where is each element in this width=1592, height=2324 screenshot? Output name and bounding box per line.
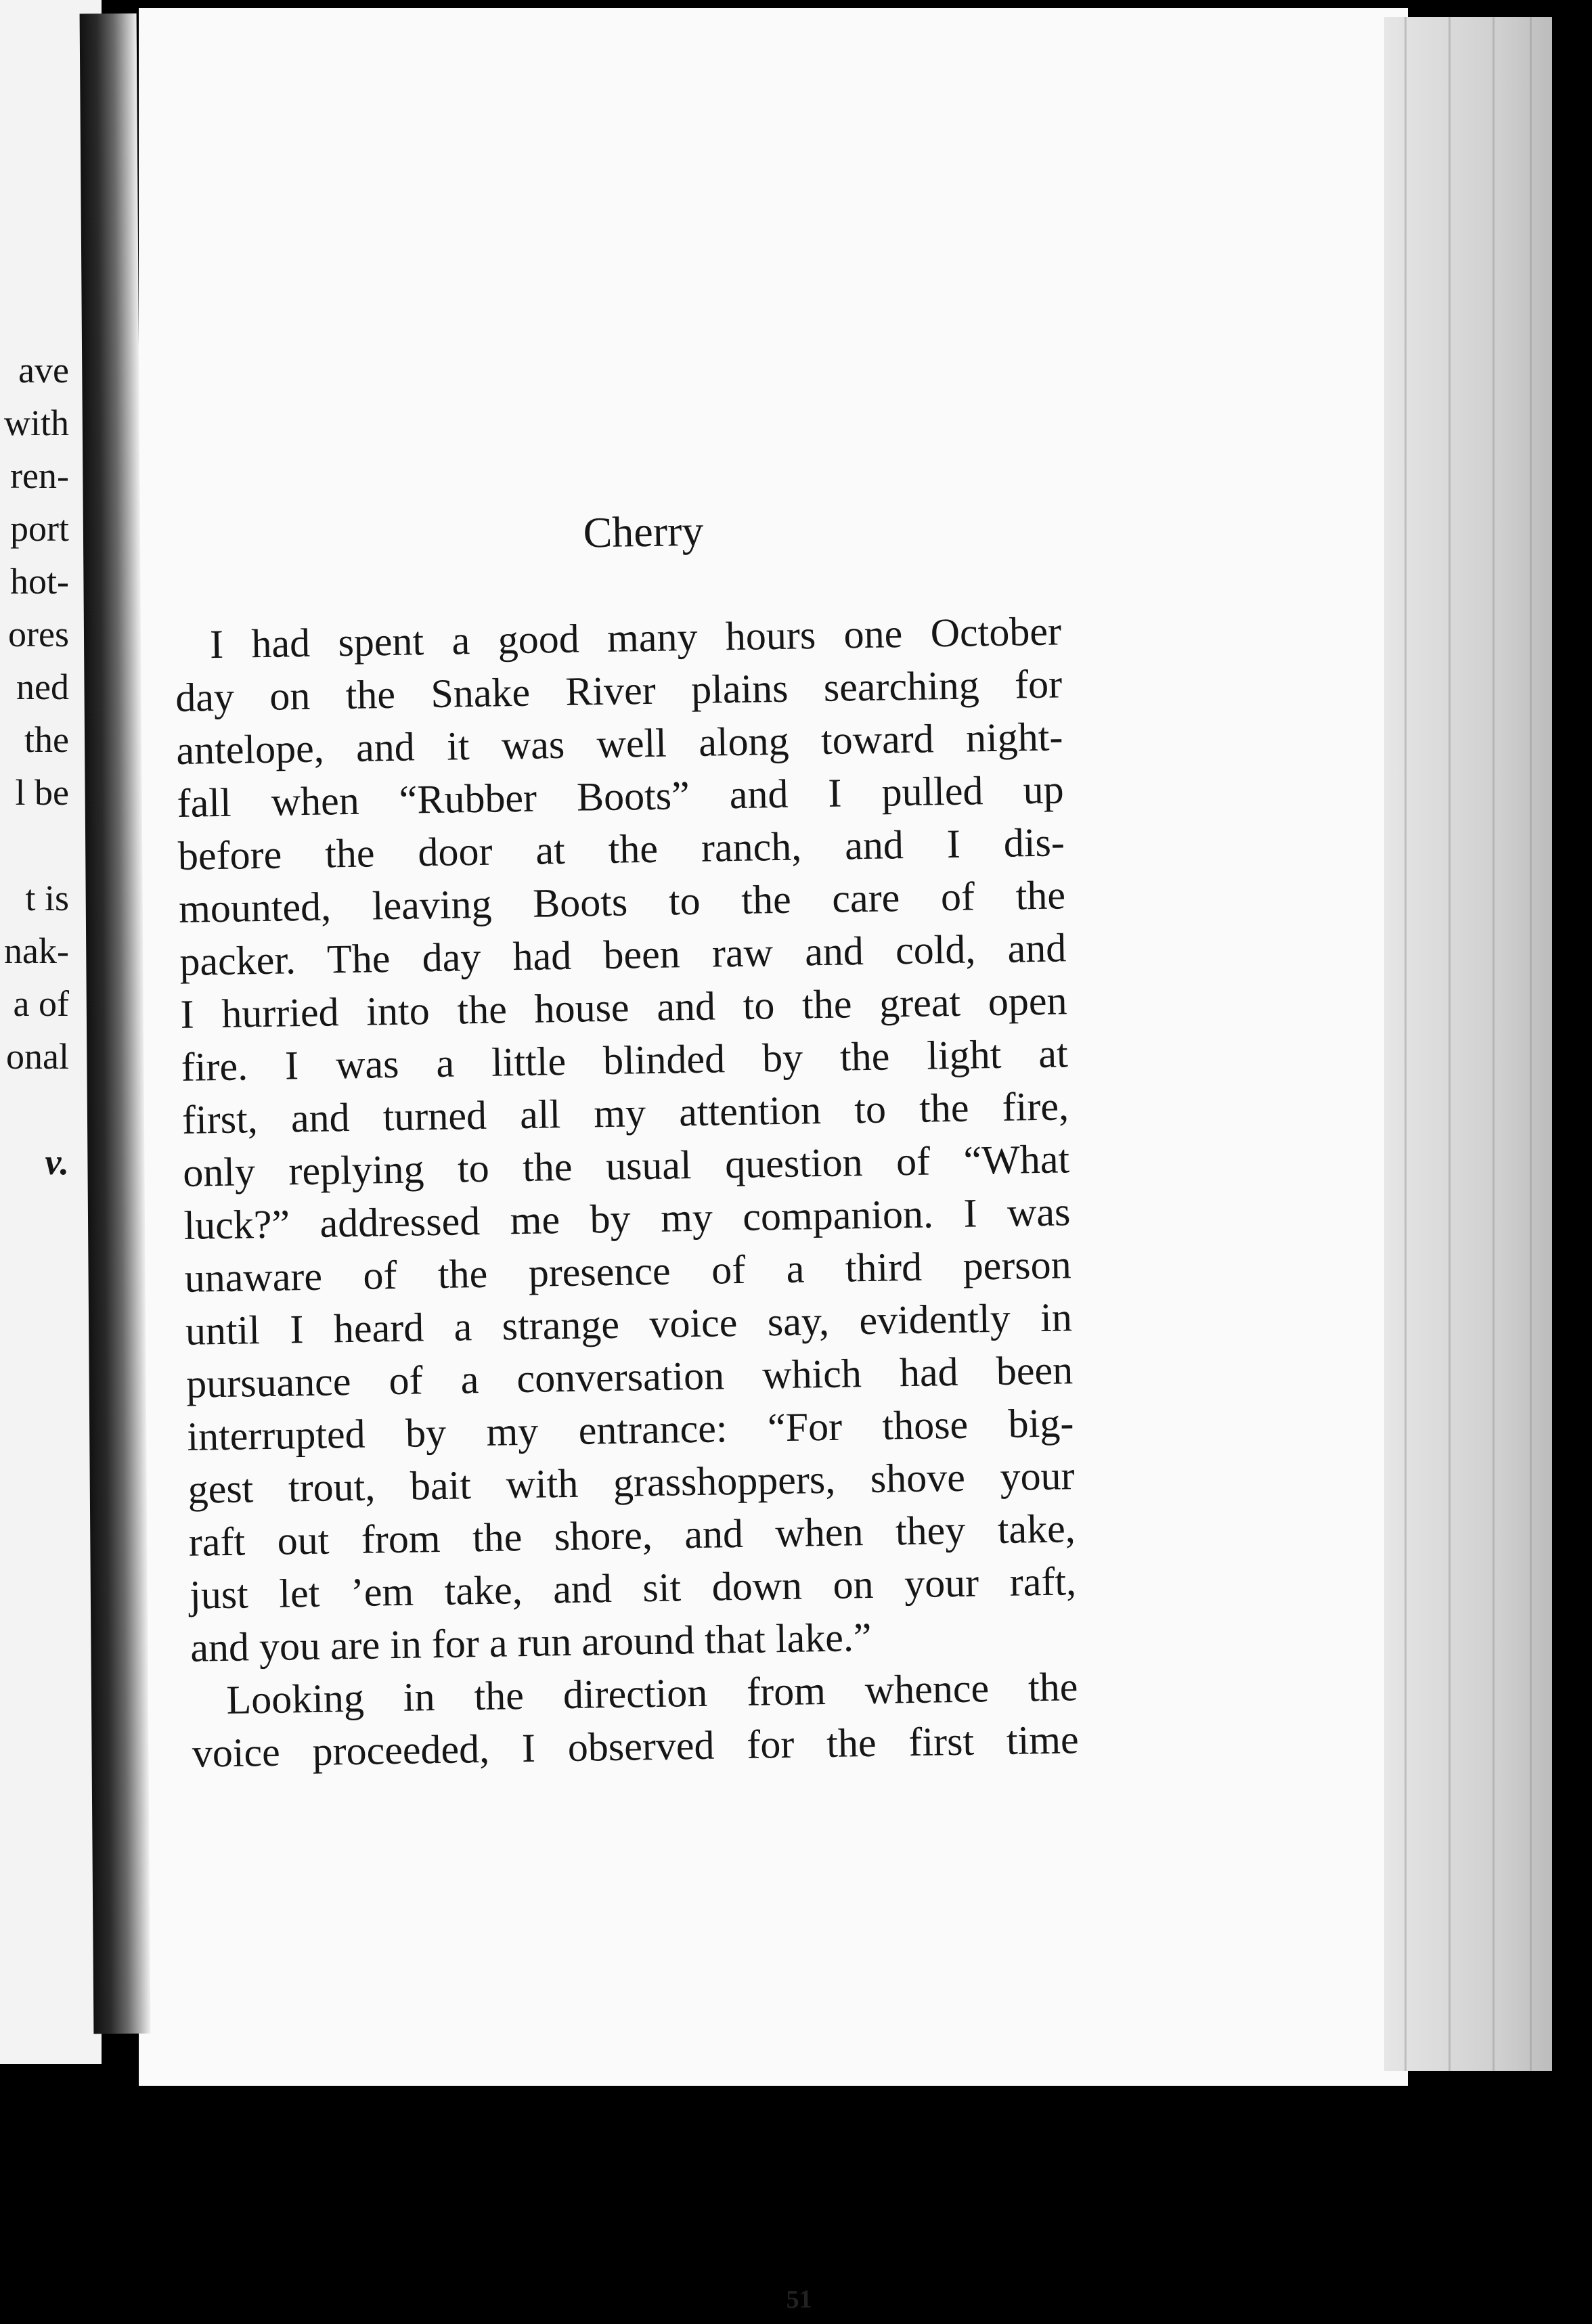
paragraph bbox=[191, 1660, 1092, 1780]
left-page-line: nak- bbox=[4, 931, 69, 971]
text-line: fall when “Rubber Boots” and I pulled up bbox=[177, 767, 1065, 826]
chapter-title: Cherry bbox=[583, 506, 704, 557]
text-line: unaware of the presence of a third person bbox=[184, 1242, 1072, 1301]
left-page-line: ave bbox=[18, 350, 69, 390]
left-page-line: port bbox=[10, 508, 69, 549]
text-line: packer. The day had been raw and cold, and bbox=[179, 925, 1067, 984]
text-line: before the door at the ranch, and I dis- bbox=[177, 820, 1065, 878]
left-page-line: onal bbox=[6, 1036, 69, 1077]
text-line: gest trout, bait with grasshoppers, shove your bbox=[187, 1453, 1075, 1512]
text-line: I hurried into the house and to the great open bbox=[180, 978, 1067, 1037]
text-line: voice proceeded, I observed for the first time bbox=[192, 1717, 1080, 1776]
text-line: interrupted by my entrance: “For those big- bbox=[186, 1400, 1074, 1459]
text-line: fire. I was a little blinded by the light at bbox=[181, 1031, 1069, 1090]
left-page-line: a of bbox=[13, 983, 69, 1024]
page-edges bbox=[1384, 17, 1552, 2071]
left-page-line: l be bbox=[15, 772, 69, 813]
text-line: until I heard a strange voice say, evidently in bbox=[185, 1295, 1073, 1354]
left-page-line: hot- bbox=[10, 561, 69, 602]
left-page-line: ren- bbox=[10, 455, 69, 496]
text-line: just let ’em take, and sit down on your raft, bbox=[189, 1559, 1077, 1617]
paragraph bbox=[174, 604, 1090, 1674]
left-page-line: with bbox=[3, 403, 69, 443]
text-line: raft out from the shore, and when they take, bbox=[188, 1506, 1076, 1565]
text-line: only replying to the usual question of “What bbox=[182, 1136, 1070, 1195]
text-line: pursuance of a conversation which had been bbox=[185, 1347, 1074, 1406]
text-line: mounted, leaving Boots to the care of the bbox=[178, 872, 1066, 931]
page-number: 51 bbox=[786, 2285, 812, 2315]
text-line: Looking in the direction from whence the bbox=[226, 1664, 1078, 1722]
left-page-line: the bbox=[24, 719, 69, 760]
page-text bbox=[173, 500, 1092, 2315]
text-line: antelope, and it was well along toward night- bbox=[175, 714, 1063, 773]
left-page-line: t is bbox=[25, 878, 69, 918]
left-page-line: ores bbox=[8, 614, 69, 654]
text-line: first, and turned all my attention to the fire, bbox=[181, 1083, 1069, 1142]
text-line: and you are in for a run around that lake.” bbox=[190, 1614, 872, 1670]
text-line: day on the Snake River plains searching for bbox=[175, 661, 1063, 720]
text-line: luck?” addressed me by my companion. I was bbox=[183, 1189, 1071, 1248]
text-line: I had spent a good many hours one October bbox=[209, 608, 1062, 667]
left-page-line: ned bbox=[16, 667, 69, 707]
left-page-line: v. bbox=[45, 1142, 69, 1182]
